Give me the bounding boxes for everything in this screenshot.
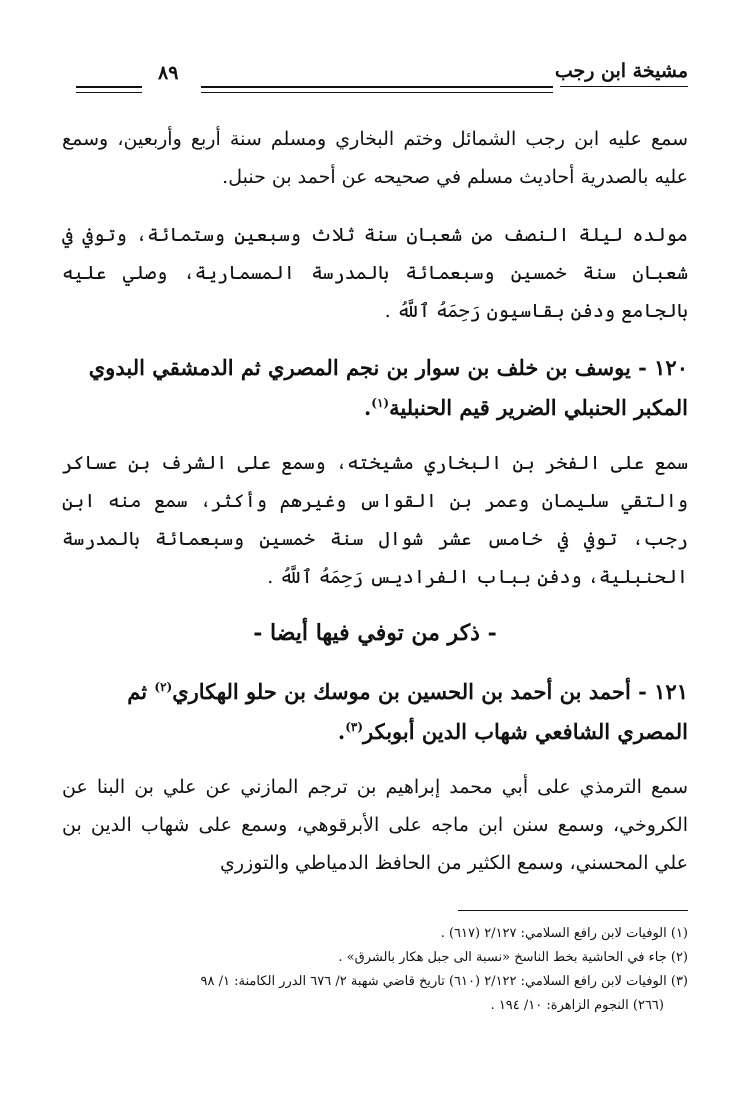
entry-heading-text: ١٢١ - أحمد بن أحمد بن الحسين بن موسك بن حلو الهكاري (172, 679, 688, 704)
entry-body-121: سمع الترمذي على أبي محمد إبراهيم بن ترجم المازني عن علي بن البنا عن الكروخي، وسمع سنن ابن ماجه على الأبرقوهي، وسمع على شهاب الدين بن علي المحسني، وسمع الكثير من الحافظ الدمياطي والتوزري (62, 776, 688, 874)
title-underline (560, 86, 688, 87)
footnote: (٣) الوفيات لابن رافع السلامي: ٢/١٢٢ (٦١٠) تاريخ قاضي شهبة ٢/ ٦٧٦ الدرر الكامنة: ١/ ٩٨ (200, 974, 688, 989)
footnote-separator (458, 910, 688, 911)
footnote-continuation: (٢٦٦) النجوم الزاهرة: ١٠/ ١٩٤ . (490, 998, 664, 1013)
entry-heading-120 (62, 348, 688, 428)
footnote: (١) الوفيات لابن رافع السلامي: ٢/١٢٧ (٦١٧) . (440, 926, 688, 941)
running-header (76, 60, 688, 100)
book-title: مشيخة ابن رجب (554, 60, 688, 82)
footnotes (58, 922, 688, 1018)
main-text (62, 120, 688, 902)
entry-heading-121 (62, 672, 688, 752)
heading-end: . (363, 395, 372, 420)
header-rule-left-thick (76, 86, 142, 88)
footnote-ref: (٢) (154, 680, 173, 694)
entry-heading-text: ثم المصري الشافعي شهاب الدين أبوبكر (127, 679, 688, 744)
header-rule-thick (201, 86, 553, 88)
paragraph: مولده ليلة النصف من شعبان سنة ثلاث وسبعين وستمائة، وتوفي في شعبان سنة خمسين وسبعمائة بالمدرسة المسمارية، وصلي عليه بالجامع ودفن بقاسيون رَحِمَهُ ٱللَّهُ . (62, 224, 688, 322)
heading-end: . (337, 719, 346, 744)
page-number: ٨٩ (158, 62, 179, 84)
footnote: (٢) جاء في الحاشية بخط الناسخ «نسبة الى جبل هكار بالشرق» . (338, 950, 688, 965)
entry-heading-text: ١٢٠ - يوسف بن خلف بن سوار بن نجم المصري ثم الدمشقي البدوي المكبر الحنبلي الضرير قيم الحنبلية (88, 355, 688, 420)
header-rule-left-thin (76, 92, 142, 93)
footnote-ref: (٣) (345, 720, 364, 734)
header-rule-thin (201, 92, 553, 93)
entry-body-120: سمع على الفخر بن البخاري مشيخته، وسمع على الشرف بن عساكر والتقي سليمان وعمر بن القواس وغيرهم وأكثر، سمع منه ابن رجب، توفي في خامس عشر شوال سنة خمسين وسبعمائة بالمدرسة الحنبلية، ودفن بباب الفراديس رَحِمَهُ ٱللَّهُ . (62, 452, 688, 588)
section-heading: - ذكر من توفي فيها أيضا - (253, 620, 497, 646)
footnote-ref: (١) (371, 396, 390, 410)
paragraph: سمع عليه ابن رجب الشمائل وختم البخاري ومسلم سنة أربع وأربعين، وسمع عليه بالصدرية أحاديث مسلم في صحيحه عن أحمد بن حنبل. (62, 128, 688, 188)
